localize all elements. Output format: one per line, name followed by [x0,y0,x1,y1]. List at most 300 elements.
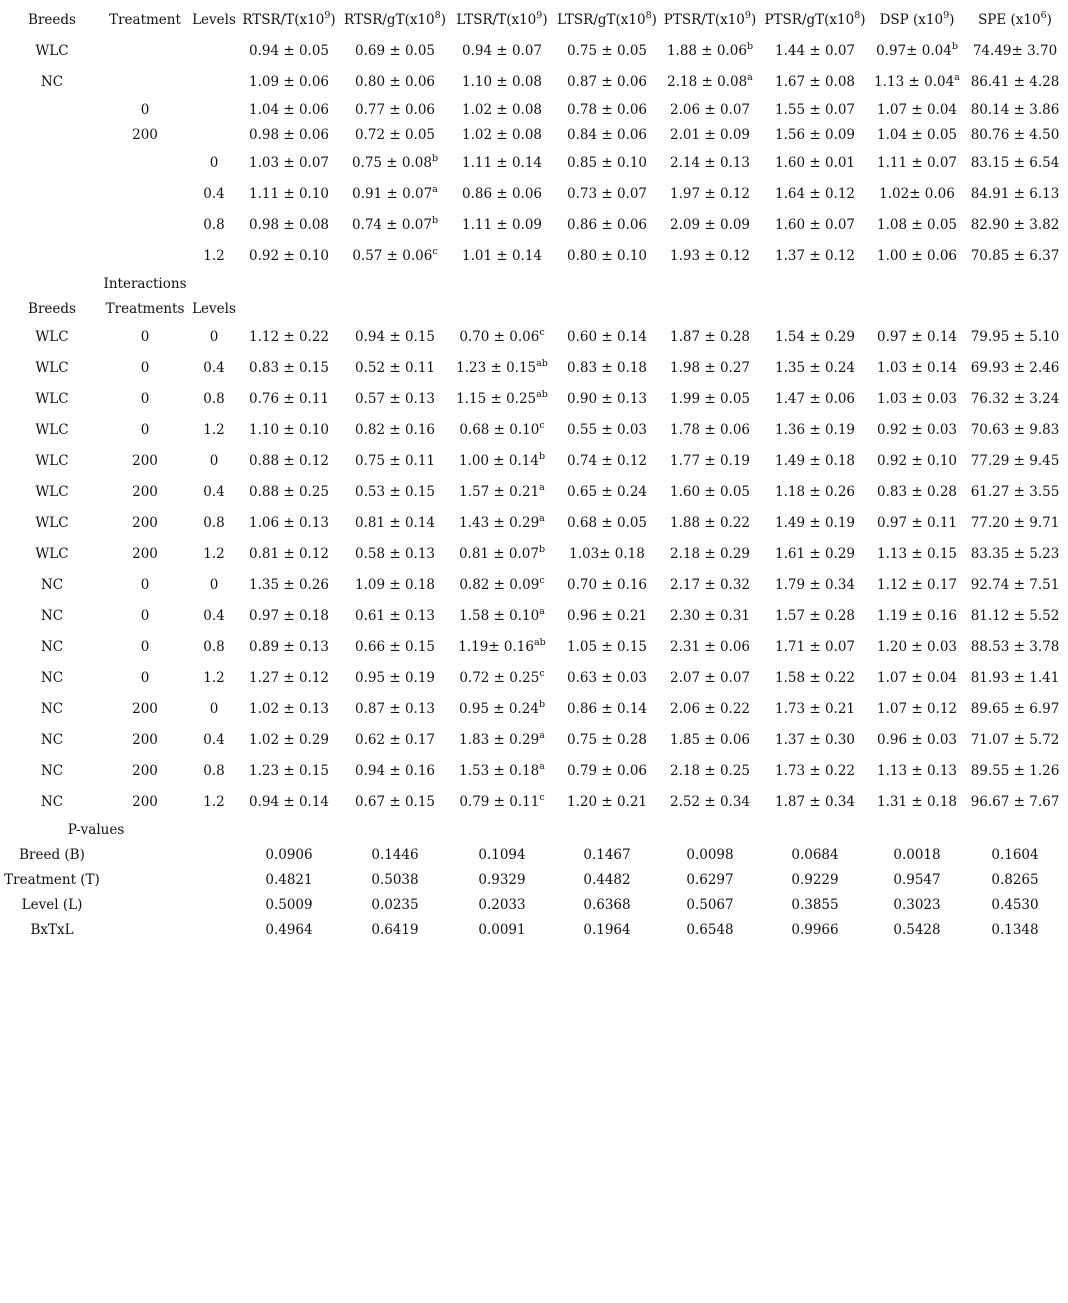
row-breed: WLC [35,546,69,562]
row-level: 0.8 [203,217,225,233]
table-cell: 1.01 ± 0.14 [461,248,543,264]
table-cell: 1.60 ± 0.07 [774,217,856,233]
table-cell: 0.68 ± 0.05 [566,515,648,531]
pvalue-label: BxTxL [30,922,74,938]
row-breed: WLC [35,360,69,376]
table-cell: 0.96 ± 0.03 [876,732,958,748]
table-cell: 1.27 ± 0.12 [248,670,330,686]
table-cell: 1.11 ± 0.10 [248,186,330,202]
pvalue-cell: 0.4530 [991,897,1039,913]
row-treatment: 0 [140,102,150,118]
table-cell: 1.05 ± 0.15 [566,639,648,655]
pvalue-cell: 0.6548 [686,922,734,938]
table-cell: 0.98 ± 0.06 [248,127,330,143]
row-breed: WLC [35,515,69,531]
interactions-header-treatments: Treatments [105,301,185,317]
row-level: 1.2 [203,670,225,686]
pvalue-cell: 0.1446 [371,847,419,863]
table-cell: 0.89 ± 0.13 [248,639,330,655]
table-cell: 2.07 ± 0.07 [669,670,751,686]
table-cell: 0.58 ± 0.13 [354,546,436,562]
pvalue-cell: 0.0098 [686,847,734,863]
table-cell: 0.94 ± 0.05 [248,43,330,59]
row-treatment: 200 [132,546,158,562]
table-cell: 2.52 ± 0.34 [669,794,751,810]
row-treatment: 200 [132,763,158,779]
table-cell: 1.12 ± 0.17 [876,577,958,593]
table-cell: 1.43 ± 0.29$^a$ [459,512,545,531]
table-cell: 1.49 ± 0.19 [774,515,856,531]
table-cell: 0.98 ± 0.08 [248,217,330,233]
table-cell: 1.11 ± 0.14 [461,155,543,171]
table-cell: 1.58 ± 0.10$^a$ [459,605,545,624]
table-cell: 2.09 ± 0.09 [669,217,751,233]
row-breed: NC [40,577,64,593]
table-cell: 0.74 ± 0.07$^b$ [351,214,439,233]
table-cell: 0.81 ± 0.14 [354,515,436,531]
row-treatment: 0 [140,329,150,345]
table-cell: 2.06 ± 0.22 [669,701,751,717]
table-cell: 1.11 ± 0.07 [876,155,958,171]
table-cell: 1.44 ± 0.07 [774,43,856,59]
table-cell: 1.20 ± 0.03 [876,639,958,655]
table-cell: 1.60 ± 0.05 [669,484,751,500]
pvalue-cell: 0.6368 [583,897,631,913]
table-cell: 0.76 ± 0.11 [248,391,330,407]
pvalue-label: Treatment (T) [4,872,100,888]
row-breed: WLC [35,43,69,59]
row-level: 1.2 [203,248,225,264]
table-cell: 0.65 ± 0.24 [566,484,648,500]
table-cell: 1.06 ± 0.13 [248,515,330,531]
row-breed: WLC [35,329,69,345]
table-cell: 1.08 ± 0.05 [876,217,958,233]
row-breed: NC [40,763,64,779]
table-cell: 0.92 ± 0.03 [876,422,958,438]
row-level: 0.4 [203,484,225,500]
table-cell: 1.10 ± 0.10 [248,422,330,438]
row-treatment: 0 [140,360,150,376]
table-cell: 1.11 ± 0.09 [461,217,543,233]
table-cell: 1.93 ± 0.12 [669,248,751,264]
row-treatment: 200 [132,794,158,810]
table-cell: 2.17 ± 0.32 [669,577,751,593]
row-treatment: 0 [140,422,150,438]
interactions-header-breeds: Breeds [28,301,76,317]
table-cell: 1.02 ± 0.29 [248,732,330,748]
table-cell: 1.02± 0.06 [879,186,955,202]
column-header: PTSR/$gT(x10^8)$ [764,9,866,28]
table-cell: 0.83 ± 0.18 [566,360,648,376]
table-cell: 0.84 ± 0.06 [566,127,648,143]
row-treatment: 200 [132,732,158,748]
row-breed: NC [40,732,64,748]
table-cell: 0.81 ± 0.12 [248,546,330,562]
row-breed: NC [40,794,64,810]
table-cell: 1.78 ± 0.06 [669,422,751,438]
table-cell: 0.80 ± 0.06 [354,74,436,90]
table-cell: 0.97 ± 0.14 [876,329,958,345]
table-cell: 0.77 ± 0.06 [354,102,436,118]
table-cell: 1.73 ± 0.21 [774,701,856,717]
row-breed: WLC [35,422,69,438]
table-cell: 80.14 ± 3.86 [970,102,1060,118]
pvalue-cell: 0.0684 [791,847,839,863]
row-treatment: 200 [132,515,158,531]
table-cell: 1.03 ± 0.14 [876,360,958,376]
table-cell: 70.85 ± 6.37 [970,248,1060,264]
table-cell: 1.18 ± 0.26 [774,484,856,500]
table-cell: 71.07 ± 5.72 [970,732,1060,748]
table-cell: 0.75 ± 0.05 [566,43,648,59]
table-cell: 1.71 ± 0.07 [774,639,856,655]
table-cell: 1.07 ± 0.04 [876,102,958,118]
table-cell: 1.99 ± 0.05 [669,391,751,407]
table-cell: 1.53 ± 0.18$^a$ [459,760,545,779]
table-cell: 0.97 ± 0.18 [248,608,330,624]
pvalue-cell: 0.5067 [686,897,734,913]
table-cell: 1.07 ± 0.04 [876,670,958,686]
pvalue-cell: 0.0091 [478,922,526,938]
pvalue-cell: 0.4482 [583,872,631,888]
table-cell: 1.02 ± 0.08 [461,127,543,143]
table-cell: 86.41 ± 4.28 [970,74,1060,90]
table-cell: 0.52 ± 0.11 [354,360,436,376]
table-cell: 1.07 ± 0.12 [876,701,958,717]
pvalue-cell: 0.9966 [791,922,839,938]
table-cell: 0.88 ± 0.25 [248,484,330,500]
pvalue-cell: 0.3855 [791,897,839,913]
table-cell: 1.35 ± 0.24 [774,360,856,376]
row-treatment: 200 [132,701,158,717]
table-cell: 81.93 ± 1.41 [970,670,1060,686]
row-level: 0 [209,453,219,469]
column-header: LTSR/$T(x10^9)$ [456,9,548,28]
pvalue-cell: 0.0018 [893,847,941,863]
row-breed: WLC [35,453,69,469]
table-cell: 1.57 ± 0.21$^a$ [459,481,545,500]
table-cell: 1.09 ± 0.18 [354,577,436,593]
header-breeds: Breeds [28,12,76,28]
row-treatment: 200 [132,484,158,500]
table-cell: 70.63 ± 9.83 [970,422,1060,438]
table-cell: 88.53 ± 3.78 [970,639,1060,655]
table-cell: 2.18 ± 0.29 [669,546,751,562]
table-cell: 77.29 ± 9.45 [970,453,1060,469]
pvalue-cell: 0.5009 [265,897,313,913]
pvalue-cell: 0.5428 [893,922,941,938]
table-cell: 0.75 ± 0.28 [566,732,648,748]
table-cell: 1.19 ± 0.16 [876,608,958,624]
table-cell: 1.87 ± 0.28 [669,329,751,345]
table-cell: 0.53 ± 0.15 [354,484,436,500]
table-cell: 92.74 ± 7.51 [970,577,1060,593]
table-cell: 0.70 ± 0.06$^c$ [459,326,545,345]
table-cell: 0.57 ± 0.13 [354,391,436,407]
interactions-header-levels: Levels [192,301,236,317]
row-breed: NC [40,639,64,655]
table-cell: 1.79 ± 0.34 [774,577,856,593]
table-cell: 83.35 ± 5.23 [970,546,1060,562]
table-cell: 1.10 ± 0.08 [461,74,543,90]
table-cell: 0.81 ± 0.07$^b$ [458,543,546,562]
row-treatment: 0 [140,577,150,593]
row-level: 0 [209,329,219,345]
pvalue-cell: 0.4964 [265,922,313,938]
column-header: LTSR/$gT(x10^8)$ [557,9,657,28]
table-cell: 1.12 ± 0.22 [248,329,330,345]
table-cell: 0.94 ± 0.14 [248,794,330,810]
row-level: 0.4 [203,732,225,748]
table-cell: 0.66 ± 0.15 [354,639,436,655]
table-cell: 1.67 ± 0.08 [774,74,856,90]
table-cell: 0.87 ± 0.13 [354,701,436,717]
row-level: 0.4 [203,608,225,624]
table-cell: 1.83 ± 0.29$^a$ [459,729,545,748]
table-cell: 0.69 ± 0.05 [354,43,436,59]
pvalue-cell: 0.1348 [991,922,1039,938]
table-cell: 0.60 ± 0.14 [566,329,648,345]
table-cell: 1.03 ± 0.07 [248,155,330,171]
pvalue-cell: 0.5038 [371,872,419,888]
row-breed: WLC [35,484,69,500]
table-cell: 83.15 ± 6.54 [970,155,1060,171]
row-level: 0.8 [203,515,225,531]
pvalue-label: Level (L) [21,897,83,913]
table-cell: 1.56 ± 0.09 [774,127,856,143]
pvalue-cell: 0.6419 [371,922,419,938]
table-cell: 0.62 ± 0.17 [354,732,436,748]
pvalue-cell: 0.4821 [265,872,313,888]
pvalue-cell: 0.0235 [371,897,419,913]
table-cell: 1.97 ± 0.12 [669,186,751,202]
table-cell: 77.20 ± 9.71 [970,515,1060,531]
table-cell: 2.18 ± 0.25 [669,763,751,779]
table-cell: 0.86 ± 0.14 [566,701,648,717]
table-cell: 1.23 ± 0.15$^{ab}$ [456,357,548,376]
pvalue-cell: 0.3023 [893,897,941,913]
table-cell: 0.83 ± 0.15 [248,360,330,376]
table-cell: 0.80 ± 0.10 [566,248,648,264]
table-cell: 84.91 ± 6.13 [970,186,1060,202]
row-treatment: 0 [140,670,150,686]
pvalue-cell: 0.0906 [265,847,313,863]
table-cell: 0.68 ± 0.10$^c$ [459,419,545,438]
column-header: RTSR/$T(x10^9)$ [242,9,336,28]
table-cell: 0.61 ± 0.13 [354,608,436,624]
table-cell: 0.94 ± 0.15 [354,329,436,345]
table-cell: 0.91 ± 0.07$^a$ [352,183,438,202]
table-cell: 79.95 ± 5.10 [970,329,1060,345]
table-cell: 69.93 ± 2.46 [970,360,1060,376]
table-cell: 1.98 ± 0.27 [669,360,751,376]
table-cell: 1.02 ± 0.08 [461,102,543,118]
table-cell: 1.02 ± 0.13 [248,701,330,717]
column-header: RTSR/$gT(x10^8)$ [344,9,446,28]
pvalue-cell: 0.1964 [583,922,631,938]
table-cell: 1.35 ± 0.26 [248,577,330,593]
table-cell: 0.94 ± 0.07 [461,43,543,59]
table-cell: 0.82 ± 0.16 [354,422,436,438]
table-cell: 1.37 ± 0.12 [774,248,856,264]
pvalue-label: Breed (B) [19,847,85,863]
table-cell: 0.95 ± 0.19 [354,670,436,686]
row-treatment: 0 [140,391,150,407]
row-breed: WLC [35,391,69,407]
table-cell: 0.63 ± 0.03 [566,670,648,686]
table-cell: 0.97± 0.04$^b$ [876,40,958,59]
pvalue-cell: 0.1604 [991,847,1039,863]
table-cell: 0.97 ± 0.11 [876,515,958,531]
table-cell: 1.47 ± 0.06 [774,391,856,407]
table-cell: 2.31 ± 0.06 [669,639,751,655]
table-cell: 0.90 ± 0.13 [566,391,648,407]
table-cell: 1.13 ± 0.15 [876,546,958,562]
row-level: 0.4 [203,360,225,376]
row-breed: NC [40,670,64,686]
table-cell: 1.03± 0.18 [569,546,645,562]
table-cell: 89.65 ± 6.97 [970,701,1060,717]
table-cell: 96.67 ± 7.67 [970,794,1060,810]
table-cell: 0.75 ± 0.08$^b$ [351,152,439,171]
row-level: 0.8 [203,763,225,779]
row-treatment: 0 [140,608,150,624]
table-cell: 1.36 ± 0.19 [774,422,856,438]
row-treatment: 200 [132,453,158,469]
row-level: 0.8 [203,639,225,655]
table-cell: 0.57 ± 0.06$^c$ [352,245,438,264]
interactions-title: Interactions [103,276,187,292]
row-level: 0 [209,701,219,717]
table-cell: 1.73 ± 0.22 [774,763,856,779]
pvalue-cell: 0.1094 [478,847,526,863]
pvalue-cell: 0.1467 [583,847,631,863]
table-cell: 1.49 ± 0.18 [774,453,856,469]
column-header: PTSR/$T(x10^9)$ [663,9,757,28]
table-cell: 0.72 ± 0.05 [354,127,436,143]
table-cell: 2.18 ± 0.08$^a$ [667,71,753,90]
header-treatment: Treatment [109,12,181,28]
table-cell: 2.14 ± 0.13 [669,155,751,171]
table-cell: 0.67 ± 0.15 [354,794,436,810]
table-cell: 0.79 ± 0.11$^c$ [459,791,545,810]
table-cell: 2.06 ± 0.07 [669,102,751,118]
table-cell: 1.54 ± 0.29 [774,329,856,345]
table-cell: 0.96 ± 0.21 [566,608,648,624]
table-cell: 1.77 ± 0.19 [669,453,751,469]
table-cell: 0.55 ± 0.03 [566,422,648,438]
table-cell: 0.95 ± 0.24$^b$ [458,698,546,717]
row-level: 1.2 [203,546,225,562]
row-level: 0 [209,155,219,171]
table-cell: 1.13 ± 0.13 [876,763,958,779]
table-cell: 0.87 ± 0.06 [566,74,648,90]
table-cell: 0.82 ± 0.09$^c$ [459,574,545,593]
table-cell: 1.55 ± 0.07 [774,102,856,118]
column-header: DSP $(x10^9)$ [879,9,955,28]
table-cell: 1.23 ± 0.15 [248,763,330,779]
pvalue-cell: 0.9329 [478,872,526,888]
table-cell: 0.88 ± 0.12 [248,453,330,469]
table-cell: 2.30 ± 0.31 [669,608,751,624]
table-cell: 0.83 ± 0.28 [876,484,958,500]
table-cell: 0.74 ± 0.12 [566,453,648,469]
table-cell: 0.70 ± 0.16 [566,577,648,593]
pvalue-cell: 0.2033 [478,897,526,913]
table-cell: 1.00 ± 0.14$^b$ [458,450,546,469]
table-cell: 89.55 ± 1.26 [970,763,1060,779]
table-cell: 0.86 ± 0.06 [461,186,543,202]
table-cell: 1.19± 0.16$^{ab}$ [458,636,546,655]
table-cell: 1.58 ± 0.22 [774,670,856,686]
table-cell: 0.94 ± 0.16 [354,763,436,779]
table-cell: 81.12 ± 5.52 [970,608,1060,624]
table-cell: 82.90 ± 3.82 [970,217,1060,233]
table-cell: 0.85 ± 0.10 [566,155,648,171]
row-breed: NC [40,701,64,717]
pvalue-cell: 0.8265 [991,872,1039,888]
row-breed: NC [40,74,64,90]
table-cell: 1.88 ± 0.22 [669,515,751,531]
pvalue-cell: 0.9547 [893,872,941,888]
table-cell: 1.04 ± 0.06 [248,102,330,118]
row-level: 0.4 [203,186,225,202]
table-cell: 0.86 ± 0.06 [566,217,648,233]
table-cell: 0.92 ± 0.10 [876,453,958,469]
table-cell: 0.73 ± 0.07 [566,186,648,202]
pvalues-title: P-values [67,822,125,838]
table-cell: 1.85 ± 0.06 [669,732,751,748]
row-level: 0 [209,577,219,593]
table-cell: 1.31 ± 0.18 [876,794,958,810]
table-cell: 0.92 ± 0.10 [248,248,330,264]
table-cell: 1.61 ± 0.29 [774,546,856,562]
table-cell: 1.04 ± 0.05 [876,127,958,143]
row-treatment: 0 [140,639,150,655]
table-cell: 1.20 ± 0.21 [566,794,648,810]
row-level: 1.2 [203,794,225,810]
row-level: 0.8 [203,391,225,407]
table-cell: 1.00 ± 0.06 [876,248,958,264]
table-cell: 1.64 ± 0.12 [774,186,856,202]
header-levels: Levels [192,12,236,28]
table-cell: 1.13 ± 0.04$^a$ [874,71,960,90]
table-cell: 0.72 ± 0.25$^c$ [459,667,545,686]
table-cell: 0.79 ± 0.06 [566,763,648,779]
table-cell: 1.37 ± 0.30 [774,732,856,748]
table-cell: 0.75 ± 0.11 [354,453,436,469]
table-cell: 1.87 ± 0.34 [774,794,856,810]
table-cell: 0.78 ± 0.06 [566,102,648,118]
table-cell: 1.03 ± 0.03 [876,391,958,407]
table-cell: 1.60 ± 0.01 [774,155,856,171]
table-cell: 61.27 ± 3.55 [970,484,1060,500]
table-cell: 1.88 ± 0.06$^b$ [666,40,754,59]
column-header: SPE $(x10^6)$ [978,9,1052,28]
pvalue-cell: 0.9229 [791,872,839,888]
pvalue-cell: 0.6297 [686,872,734,888]
table-cell: 1.15 ± 0.25$^{ab}$ [456,388,548,407]
table-cell: 80.76 ± 4.50 [970,127,1060,143]
row-level: 1.2 [203,422,225,438]
table-cell: 76.32 ± 3.24 [970,391,1060,407]
row-breed: NC [40,608,64,624]
row-treatment: 200 [132,127,158,143]
table-cell: 1.09 ± 0.06 [248,74,330,90]
table-cell: 2.01 ± 0.09 [669,127,751,143]
table-cell: 1.57 ± 0.28 [774,608,856,624]
table-cell: 74.49± 3.70 [972,43,1058,59]
